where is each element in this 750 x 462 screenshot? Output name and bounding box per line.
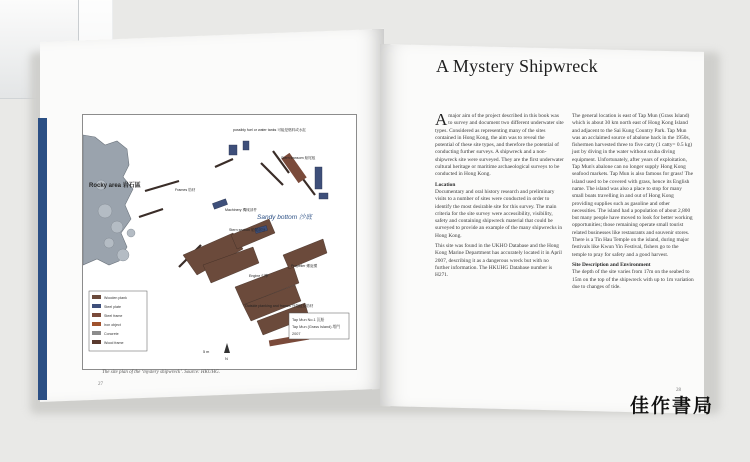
map-legend xyxy=(89,291,147,351)
text-column-1 xyxy=(435,110,564,283)
info-line-2: Tap Mun (Grass Island) 塔門 xyxy=(292,325,341,329)
location-paragraph-1: Documentary and oral history research and preliminary visits to a number of sites were conducted in order to identify the most desirable site for this survey. The main criteria for the site survey were accessibility, visibility, safety and containing shipwreck material that could be surveyed to provide an example of the many shipwrecks in Hong Kong. xyxy=(435,188,563,239)
left-page-number: 27 xyxy=(98,382,103,387)
label-machinery: Machinery 機械部件 xyxy=(225,208,257,212)
legend-item: Concrete xyxy=(104,332,119,336)
intro-paragraph: major aim of the project described in this book was to survey and document two different underwater site types. Considered as representing many of the sites contained in Hong Kong, the aim was to reveal the potential of these site types, and therefore the potential of conducting further surveys. A shipwreck and a non-shipwreck site were surveyed. They are the first underwater cultural heritage or maritime archaeological surveys to be conducted in Hong Kong. xyxy=(435,113,564,178)
legend-item: Wood frame xyxy=(104,341,124,345)
book-cover-edge xyxy=(38,118,47,400)
north-arrow xyxy=(224,343,230,361)
map-caption: The site plan of the ‘mystery shipwreck’. Source: HKUHG. xyxy=(102,370,220,375)
label-engine: Engine 引擎 xyxy=(249,274,269,278)
brand-watermark: 佳作書局 xyxy=(630,395,715,417)
label-propeller: Propeller 螺旋槳 xyxy=(291,264,318,268)
heading-location: Location xyxy=(435,181,456,188)
info-line-3: 2007 xyxy=(292,332,301,336)
legend-item: Iron object xyxy=(104,323,121,327)
site-plan-drawing xyxy=(83,115,356,369)
svg-text:N: N xyxy=(225,356,228,361)
label-stern-transom: Stern transom 船尾板 xyxy=(281,156,316,160)
legend-item: Wooden plank xyxy=(104,296,127,300)
location-paragraph-2: This site was found in the UKHO Database and the Hong Kong Marine Department has accurately located it in April 2007, describing it as a dangerous wreck but with no further information. The HKUHG Database number is H271. xyxy=(435,243,562,279)
legend-item: Steel plate xyxy=(104,305,121,309)
label-rocky-area: Rocky area 岩石區 xyxy=(89,183,141,189)
site-plan-map xyxy=(82,114,357,370)
label-outside-planking: Outside planking and frames 外殼板及肋材 xyxy=(245,304,314,308)
label-stern-section: Stern section 船尾部分 xyxy=(229,228,266,232)
info-line-1: Tap Mun No.1 沉船 xyxy=(292,318,325,322)
legend-item: Steel frame xyxy=(104,314,123,318)
label-frames: Frames 肋材 xyxy=(175,188,196,192)
description-paragraph-2: The depth of the site varies from 17m on the seabed to 15m on the top of the shipwreck with up to 1m variation due to changes of tide. xyxy=(572,269,694,290)
description-paragraph-1: The general location is east of Tap Mun (Grass Island) which is about 30 km north east of Hong Kong Island and adjacent to the Sai Kung Country Park. Tap Mun was an acclaimed source of abalone back in the 1950s, fishermen harvested three to five catty (1 catty= 0.5 kg) just by diving in the water without scuba diving equipment. Unfortunately, after years of exploitation, Tap Mun's abalone can no longer supply Hong Kong seafood markets. Tap Mun is also famous for grass! The island used to be covered with grass, hence its English name. The island was also a place to stop for many small boats travelling in and out of Hong Kong providing supplies such as gasoline and other necessities. The island had a population of about 2,800 but many people have moved to look for better working opportunities; those remaining operate small tourist related businesses like restaurants and souvenir stores. There is a Tin Hau Temple on the island, during major festivals like Kwun Yin Festival, fishers go to the temple to pray for safety and a good harvest. xyxy=(572,113,693,258)
text-column-2 xyxy=(572,113,694,294)
page-title: A Mystery Shipwreck xyxy=(436,56,598,76)
label-sandy-bottom: Sandy bottom 沙底 xyxy=(257,214,312,221)
heading-site-description: Site Description and Environment xyxy=(572,261,651,268)
right-page-number: 28 xyxy=(676,388,681,393)
label-fuel-tanks: possibly fuel or water tanks 可能是燃料或水缸 xyxy=(233,128,307,132)
map-info-box xyxy=(289,313,349,339)
drop-cap: A xyxy=(435,110,448,129)
label-scale: 5 m xyxy=(203,350,210,354)
